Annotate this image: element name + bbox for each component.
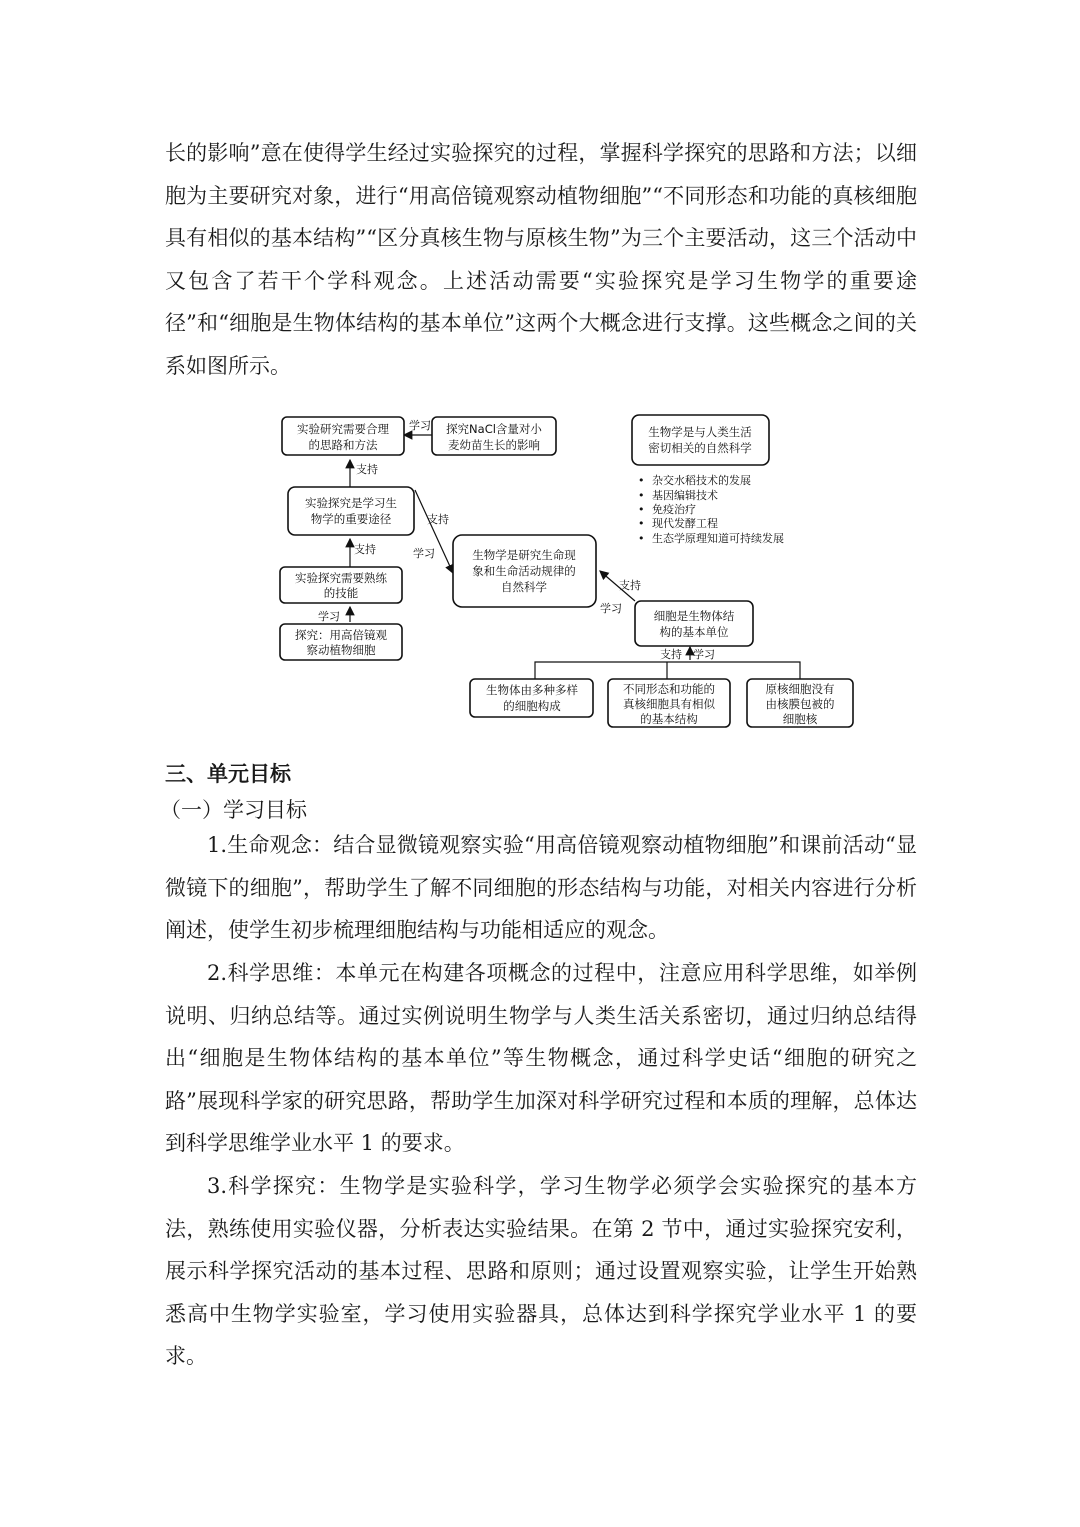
box-text: 的思路和方法 (308, 438, 378, 452)
label-learn-2: 学习 (318, 610, 340, 623)
label-support-4: 支持 (619, 579, 641, 592)
label-learn-5: 学习 (693, 648, 715, 661)
box-text: 实验探究是学习生 (305, 496, 397, 510)
bullet-list (638, 473, 784, 545)
box-text: 构的基本单位 (659, 625, 729, 639)
bullet-item: 基因编辑技术 (652, 489, 718, 502)
box-text: 的基本结构 (640, 712, 698, 726)
label-support-2: 支持 (354, 543, 376, 556)
box-prokaryote (747, 679, 853, 727)
box-text: 生物学是与人类生活 (648, 425, 752, 439)
box-text: 探究NaCl含量对小 (446, 422, 542, 436)
goal-scientific-thinking: 2.科学思维：本单元在构建各项概念的过程中，注意应用科学思维，如举例说明、归纳总结等。通过实例说明生物学与人类生活关系密切，通过归纳总结得出“细胞是生物体结构的基本单位”等生物概念，通过科学史话“细胞的研究之路”展现科学家的研究思路，帮助学生加深对科学研究过程和本质的理解，总体达到科学思维学业水平 1 的要求。 (165, 961, 917, 1155)
box-text: 不同形态和功能的 (623, 682, 715, 696)
bullet-item: 免疫治疗 (652, 503, 696, 516)
box-text: 由核膜包被的 (765, 697, 835, 711)
box-reasonable-thinking (282, 417, 404, 455)
bullet-item: 生态学原理知道可持续发展 (652, 532, 784, 545)
box-central-concept (453, 535, 596, 607)
label-support-5: 支持 (660, 648, 682, 661)
box-text: 真核细胞具有相似 (623, 697, 715, 711)
bullet-dot: • (638, 489, 645, 502)
goal-scientific-inquiry: 3.科学探究：生物学是实验科学，学习生物学必须学会实验探究的基本方法，熟练使用实验仪器，分析表达实验结果。在第 2 节中，通过实验探究安利，展示科学探究活动的基本过程、思路和原则；通过设置观察实验，让学生开始熟悉高中生物学实验室，学习使用实验器具，总体达到科学探究学业水平 1 的要求。 (165, 1174, 917, 1368)
box-microscope (280, 624, 402, 660)
bullet-dot: • (638, 503, 645, 516)
box-text: 实验探究需要熟练 (295, 571, 387, 585)
box-text: 原核细胞没有 (765, 682, 835, 696)
box-text: 的技能 (323, 586, 359, 600)
box-text: 密切相关的自然科学 (648, 441, 752, 455)
box-text: 麦幼苗生长的影响 (448, 438, 540, 452)
box-diverse-cells (470, 679, 593, 717)
box-text: 察动植物细胞 (306, 643, 376, 657)
box-text: 自然科学 (501, 580, 547, 594)
bullet-item: 杂交水稻技术的发展 (652, 474, 751, 487)
concept-diagram (270, 405, 835, 740)
box-text: 象和生命活动规律的 (472, 564, 576, 578)
box-text: 的细胞构成 (503, 699, 561, 713)
label-learn-4: 学习 (600, 602, 622, 615)
box-human-life (632, 415, 769, 465)
box-skill (280, 567, 402, 603)
label-learn-1: 学习 (409, 419, 431, 432)
box-text: 物学的重要途径 (310, 512, 392, 526)
box-text: 探究：用高倍镜观 (295, 628, 387, 642)
box-text: 生物体由多种多样 (486, 683, 578, 697)
section-subtitle: （一）学习目标 (160, 798, 307, 822)
label-support-3: 支持 (427, 513, 449, 526)
bullet-dot: • (638, 474, 645, 487)
label-learn-3: 学习 (413, 547, 435, 560)
box-text: 生物学是研究生命现 (472, 548, 576, 562)
box-nacl-inquiry (432, 417, 556, 455)
bullet-dot: • (638, 517, 645, 530)
box-experiment-path (288, 487, 414, 535)
goal-life-concept: 1.生命观念：结合显微镜观察实验“用高倍镜观察动植物细胞”和课前活动“显微镜下的细胞”，帮助学生了解不同细胞的形态结构与功能，对相关内容进行分析阐述，使学生初步梳理细胞结构与功能相适应的观念。 (165, 833, 917, 942)
box-text: 细胞是生物体结 (653, 609, 735, 623)
section-title: 三、单元目标 (165, 761, 291, 786)
box-cell-unit (635, 601, 753, 646)
label-support-1: 支持 (356, 463, 378, 476)
box-text: 实验研究需要合理 (297, 422, 389, 436)
intro-paragraph: 长的影响”意在使得学生经过实验探究的过程，掌握科学探究的思路和方法；以细胞为主要研究对象，进行“用高倍镜观察动植物细胞”“不同形态和功能的真核细胞具有相似的基本结构”“区分真核生物与原核生物”为三个主要活动，这三个活动中又包含了若干个学科观念。上述活动需要“实验探究是学习生物学的重要途径”和“细胞是生物体结构的基本单位”这两个大概念进行支撑。这些概念之间的关系如图所示。 (165, 141, 917, 378)
box-eukaryote (608, 679, 730, 727)
box-text: 细胞核 (782, 712, 818, 726)
bullet-dot: • (638, 532, 645, 545)
bullet-item: 现代发酵工程 (652, 517, 718, 530)
